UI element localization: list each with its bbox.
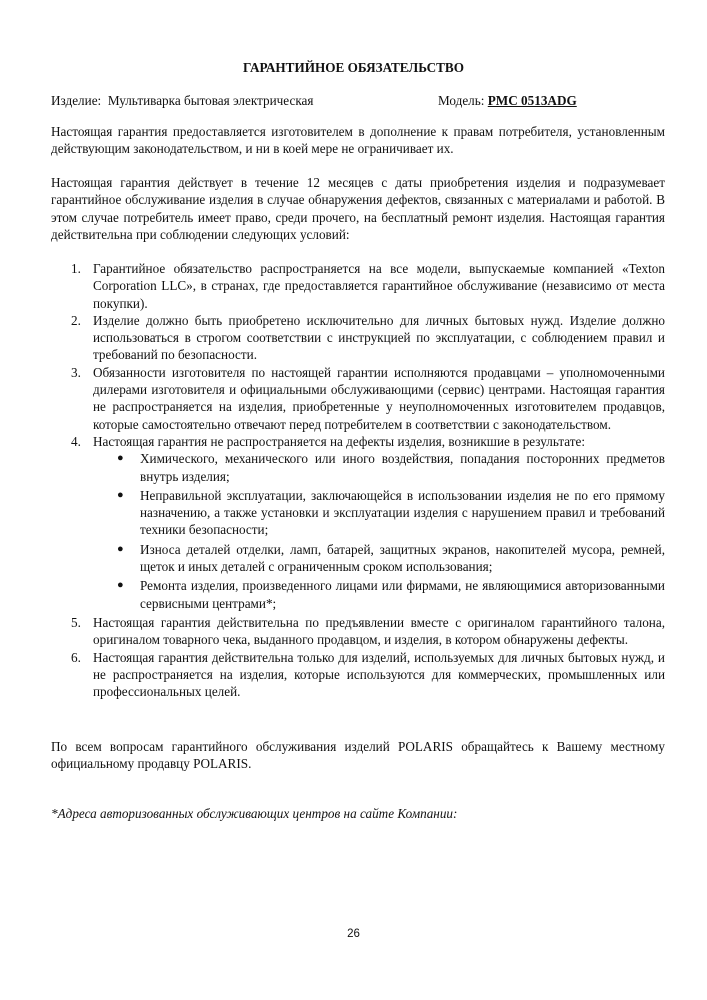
condition-number: 5.: [71, 614, 81, 630]
condition-text: Обязанности изготовителя по настоящей гарантии исполняются продавцами – уполномоченными дилерами изготовителя и официальными обслуживающими (сервис) центрами. Настоящая гарантия не распространяется на изделия, приобретенные у неуполномоченных изготовителем продавцов, которые самостоятельно отвечают перед потребителем в соответствии с законодательством.: [93, 364, 665, 432]
condition-item: [51, 614, 665, 649]
condition-text: Настоящая гарантия не распространяется на дефекты изделия, возникшие в результате:: [93, 433, 586, 449]
model-label: Модель:: [438, 93, 485, 108]
condition-number: 2.: [71, 312, 81, 328]
model-wrap: [438, 93, 577, 109]
defect-text: Износа деталей отделки, ламп, батарей, защитных экранов, накопителей мусора, ремней, щеток и иных деталей с ограниченным сроком использования;: [140, 541, 665, 575]
defect-item: [93, 487, 665, 539]
condition-text: Настоящая гарантия действительна только для изделий, используемых для личных бытовых нужд, и не распространяется на изделия, которые используются для коммерческих, промышленных или профессиональных целей.: [93, 649, 665, 700]
conditions-list: [51, 260, 665, 700]
intro-paragraph: Настоящая гарантия предоставляется изготовителем в дополнение к правам потребителя, установленным действующим законодательством, и ни в коей мере не ограничивает их.: [51, 124, 665, 157]
defect-text: Неправильной эксплуатации, заключающейся в использовании изделия не по его прямому назначению, а также установки и эксплуатации изделия с нарушением правил и требований техники безопасности;: [140, 487, 665, 538]
condition-number: 3.: [71, 364, 81, 380]
defect-text: Химического, механического или иного воздействия, попадания посторонних предметов внутрь изделия;: [140, 451, 665, 484]
defect-item: [93, 577, 665, 612]
condition-number: 1.: [71, 261, 81, 276]
defect-item: [93, 541, 665, 576]
condition-item: [51, 312, 665, 364]
condition-item: [51, 433, 665, 612]
condition-number: 4.: [71, 433, 81, 449]
condition-item: [51, 649, 665, 701]
condition-text: Настоящая гарантия действительна по предъявлении вместе с оригиналом гарантийного талона, оригиналом товарного чека, выданного продавцом, и изделия, в котором обнаружены дефекты.: [93, 614, 665, 648]
condition-item: [51, 364, 665, 433]
product-value: Мультиварка бытовая электрическая: [107, 93, 314, 108]
bullet-icon: ●: [117, 542, 124, 555]
bullet-icon: ●: [117, 579, 124, 592]
condition-number: 6.: [71, 649, 81, 665]
page-title: ГАРАНТИЙНОЕ ОБЯЗАТЕЛЬСТВО: [243, 60, 464, 75]
page-number: 26: [347, 928, 360, 940]
condition-text: Гарантийное обязательство распространяется на все модели, выпускаемые компанией «Texton Corporation LLC», в странах, где предоставляется гарантийное обслуживание (независимо от места покупки).: [93, 261, 665, 311]
bullet-icon: ●: [117, 488, 124, 501]
product-line: [51, 93, 671, 109]
bullet-icon: ●: [117, 452, 124, 465]
defects-list: [93, 450, 665, 612]
defect-item: [93, 450, 665, 485]
terms-paragraph: Настоящая гарантия действует в течение 12 месяцев с даты приобретения изделия и подразумевает гарантийное обслуживание изделия в случае обнаружения дефектов, связанных с материалами и работой. В этом случае потребитель имеет право, среди прочего, на бесплатный ремонт изделия. Настоящая гарантия действительна при соблюдении следующих условий:: [51, 175, 665, 242]
contact-paragraph: По всем вопросам гарантийного обслуживания изделий POLARIS обращайтесь к Вашему местному официальному продавцу POLARIS.: [51, 739, 665, 772]
condition-text: Изделие должно быть приобретено исключительно для личных бытовых нужд. Изделие должно использоваться в строгом соответствии с инструкцией по эксплуатации, с соблюдением правил и требований по безопасности.: [93, 312, 665, 363]
product-label: Изделие:: [51, 93, 102, 108]
footnote: *Адреса авторизованных обслуживающих центров на сайте Компании:: [51, 806, 458, 821]
model-value: PMC 0513ADG: [487, 93, 577, 108]
defect-text: Ремонта изделия, произведенного лицами или фирмами, не являющимися авторизованными сервисными центрами*;: [140, 578, 665, 611]
condition-item: [51, 260, 665, 312]
